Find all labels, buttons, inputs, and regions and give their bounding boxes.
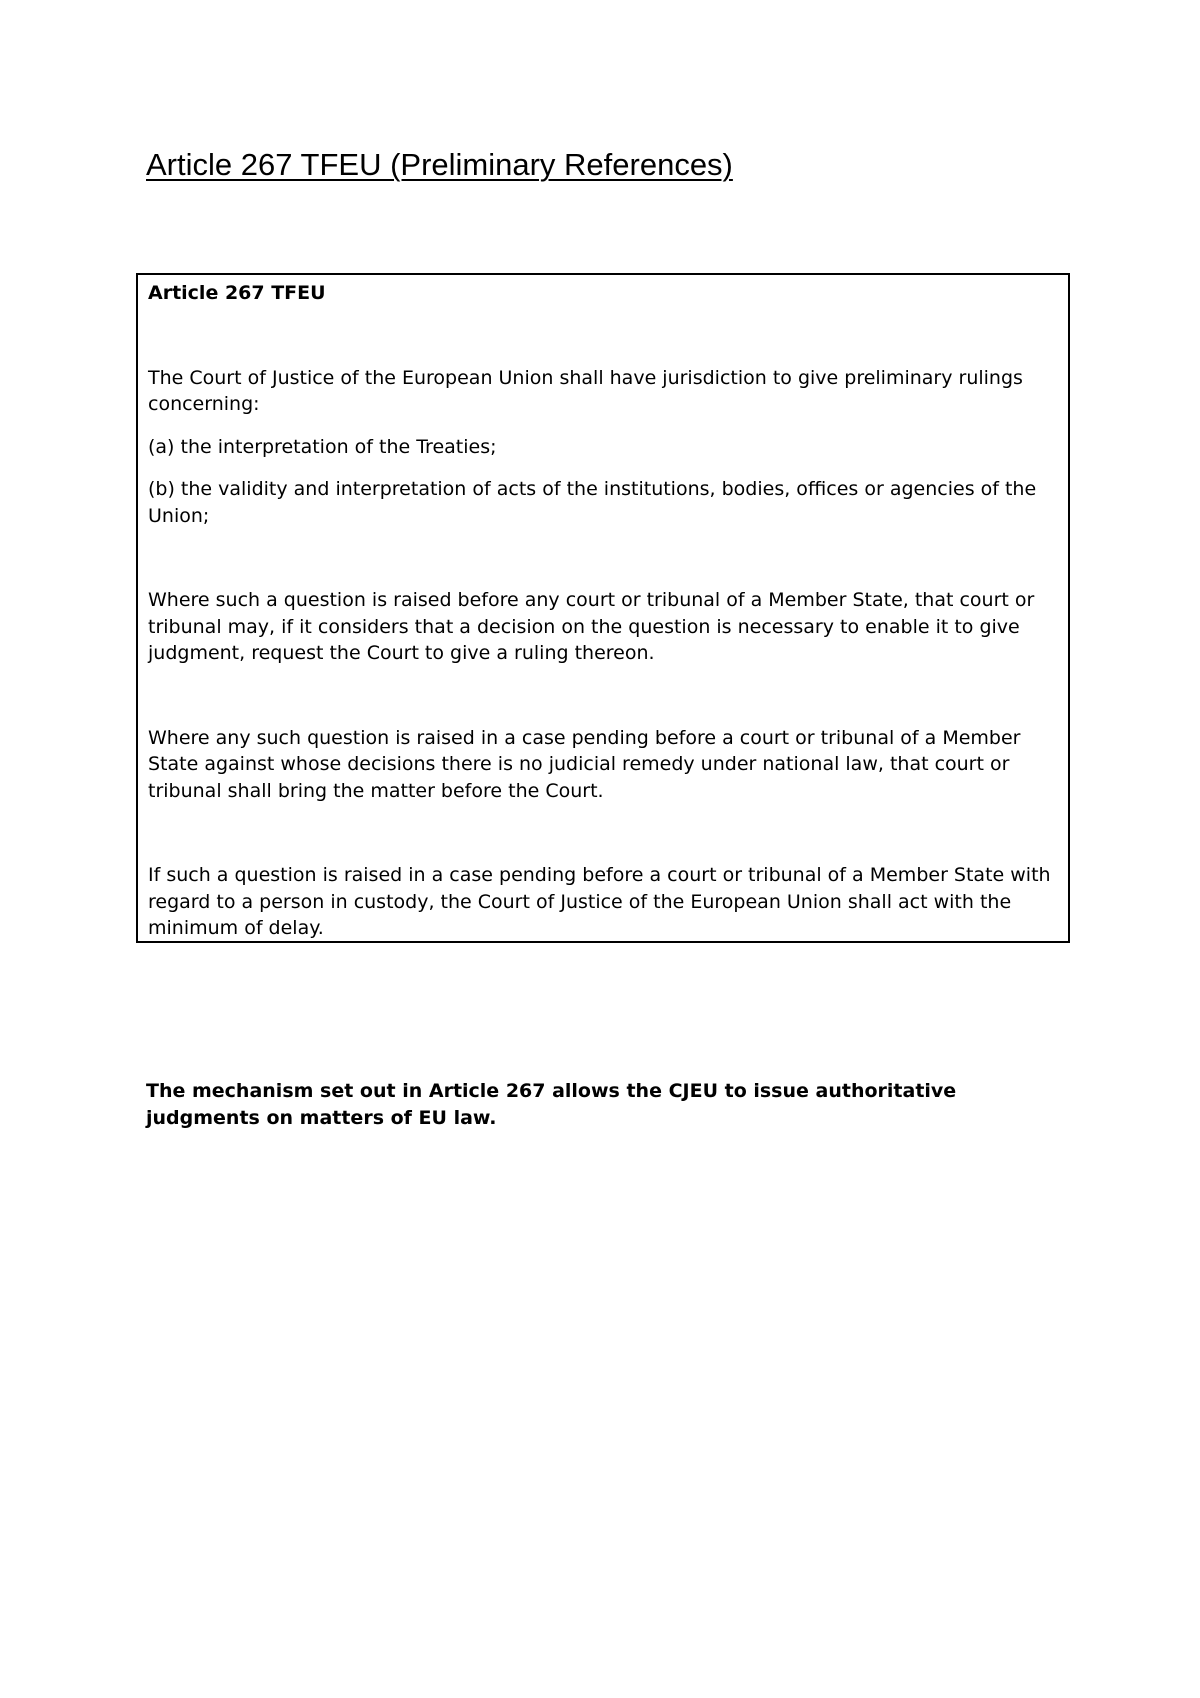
spacer	[148, 529, 1060, 587]
page-title: Article 267 TFEU (Preliminary References)	[146, 147, 733, 182]
article-text-box	[136, 273, 1070, 943]
box-heading: Article 267 TFEU	[148, 282, 326, 304]
spacer	[148, 418, 1060, 434]
article-item-a: (a) the interpretation of the Treaties;	[148, 435, 497, 458]
spacer	[148, 667, 1060, 725]
article-item-b: (b) the validity and interpretation of acts of the institutions, bodies, offices or agencies of the Union;	[148, 478, 1037, 527]
spacer	[148, 804, 1060, 862]
article-intro-paragraph: The Court of Justice of the European Union shall have jurisdiction to give preliminary rulings concerning:	[148, 366, 1023, 415]
spacer	[148, 460, 1060, 476]
article-paragraph-3: Where any such question is raised in a case pending before a court or tribunal of a Member State against whose decisions there is no judicial remedy under national law, that court or tribunal shall bring the matter before the Court.	[148, 726, 1021, 802]
spacer	[148, 307, 1060, 365]
conclusion-paragraph: The mechanism set out in Article 267 allows the CJEU to issue authoritative judgments on matters of EU law.	[146, 1080, 957, 1129]
article-paragraph-4: If such a question is raised in a case pending before a court or tribunal of a Member State with regard to a person in custody, the Court of Justice of the European Union shall act with the minimum of delay.	[148, 864, 1051, 939]
article-paragraph-2: Where such a question is raised before any court or tribunal of a Member State, that court or tribunal may, if it considers that a decision on the question is necessary to enable it to give judgment, request the Court to give a ruling thereon.	[148, 589, 1035, 664]
